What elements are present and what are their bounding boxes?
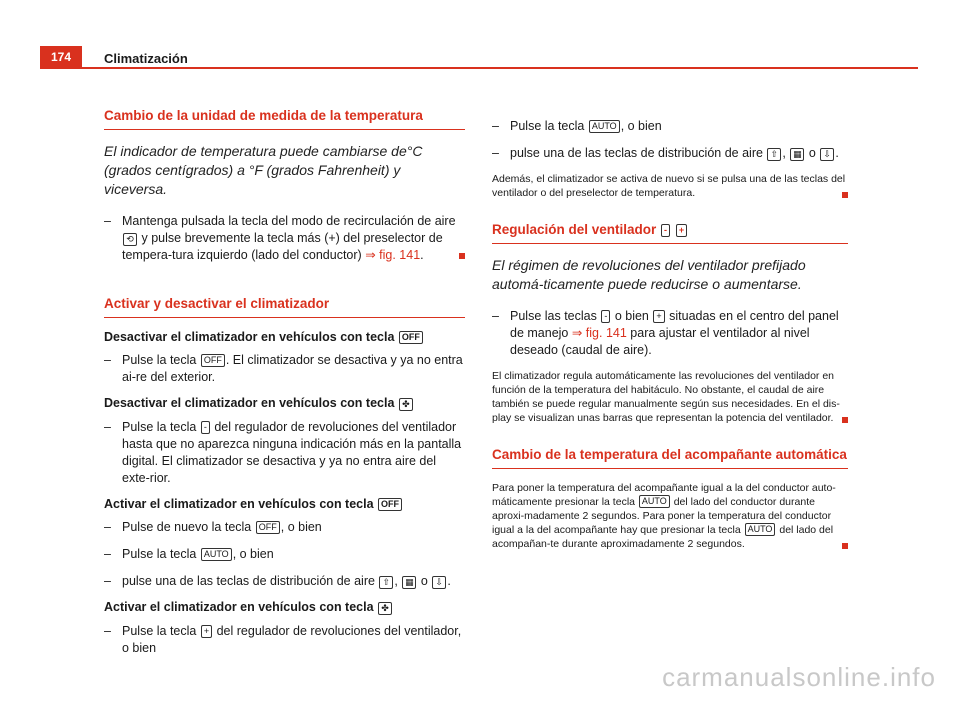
section-title-onoff: Activar y desactivar el climatizador — [104, 296, 465, 318]
auto-key: AUTO — [201, 548, 232, 561]
figure-ref[interactable]: ⇒ fig. 141 — [571, 326, 627, 340]
fan-icon: ✤ — [399, 398, 413, 411]
section-end-marker — [842, 192, 848, 198]
step-on-fan: – Pulse la tecla + del regulador de revoluciones del ventilador, o bien — [104, 624, 462, 655]
note-fan: El climatizador regula automáticamente las revoluciones del ventilador en función de la temperatura del habitáculo. No obstante, el caudal de aire también se puede regular manualmente según sus necesidades. En el dis-play se visualizan unas barras que representan la potencia del ventilador. — [492, 369, 848, 425]
section-title-passenger: Cambio de la temperatura del acompañante automática — [492, 447, 848, 469]
air-distribution-down-icon: ⇩ — [432, 576, 446, 589]
step-on-1: – Pulse de nuevo la tecla OFF , o bien — [104, 520, 322, 534]
step-on-2: – Pulse la tecla AUTO , o bien — [104, 547, 274, 561]
air-distribution-down-icon: ⇩ — [820, 148, 834, 161]
paragraph-passenger: Para poner la temperatura del acompañante igual a la del conductor auto-máticamente presionar la tecla AUTO del lado del conductor durante aproxi-madamente 2 segundos. Para poner la temperatura del conductor igual a la del acompañante hay que presionar la tecla AUTO del lado del acompañan-te durante aproximadamente 2 segundos. — [492, 481, 848, 551]
right-column — [492, 108, 848, 559]
section-end-marker — [459, 253, 465, 259]
minus-key: - — [661, 224, 670, 237]
air-distribution-up-icon: ⇧ — [767, 148, 781, 161]
section-intro-unit: El indicador de temperatura puede cambiarse de°C (grados centígrados) a °F (grados Fahrenheit) y viceversa. — [104, 143, 423, 197]
auto-key: AUTO — [745, 523, 776, 536]
auto-key: AUTO — [639, 495, 670, 508]
subhead-off-fankey: Desactivar el climatizador en vehículos con tecla ✤ — [104, 396, 465, 411]
section-title-fan: Regulación del ventilador - + — [492, 222, 848, 244]
step-fan: – Pulse las teclas - o bien + situadas en el centro del panel de manejo ⇒ fig. 141 para ajustar el ventilador al nivel deseado (caudal de aire). — [492, 309, 839, 357]
section-title-unit: Cambio de la unidad de medida de la temperatura — [104, 108, 465, 130]
section-intro-fan: El régimen de revoluciones del ventilador prefijado automá-ticamente puede reducirse o aumentarse. — [492, 257, 806, 292]
subhead-off-offkey: Desactivar el climatizador en vehículos con tecla OFF — [104, 330, 465, 344]
step-right-2: – pulse una de las teclas de distribución de aire ⇧ , ▦ o ⇩ . — [492, 146, 839, 160]
off-key: OFF — [256, 521, 280, 534]
recirculation-icon: ⟲ — [123, 233, 137, 246]
subhead-on-fankey: Activar el climatizador en vehículos con tecla ✤ — [104, 600, 465, 615]
step-right-1: – Pulse la tecla AUTO , o bien — [492, 119, 662, 133]
step-off-fankey: – Pulse la tecla - del regulador de revoluciones del ventilador hasta que no aparezca ninguna indicación más en la pantalla digital. El climatizador se desactiva y ya no entra aire del exte-rior. — [104, 420, 462, 485]
off-key: OFF — [399, 331, 423, 344]
windshield-icon: ▦ — [402, 576, 416, 589]
running-title: Climatización — [104, 51, 188, 66]
auto-key: AUTO — [589, 120, 620, 133]
page-number: 174 — [40, 46, 82, 68]
fan-icon: ✤ — [378, 602, 392, 615]
left-column — [104, 108, 465, 667]
plus-key: + — [653, 310, 664, 323]
windshield-icon: ▦ — [790, 148, 804, 161]
step-unit: – Mantenga pulsada la tecla del modo de recirculación de aire ⟲ y pulse brevemente la tecla más (+) del preselector de tempera-tura izquierdo (lado del conductor) ⇒ fig. 141. — [104, 213, 465, 264]
figure-ref[interactable]: ⇒ fig. 141 — [365, 248, 421, 262]
step-on-3: – pulse una de las teclas de distribución de aire ⇧ , ▦ o ⇩ . — [104, 574, 451, 588]
plus-key: + — [676, 224, 687, 237]
minus-key: - — [601, 310, 610, 323]
minus-key: - — [201, 421, 210, 434]
section-end-marker — [842, 543, 848, 549]
plus-key: + — [201, 625, 212, 638]
off-key: OFF — [378, 498, 402, 511]
subhead-on-offkey: Activar el climatizador en vehículos con tecla OFF — [104, 497, 465, 511]
watermark: carmanualsonline.info — [662, 662, 936, 692]
note-reactivate: Además, el climatizador se activa de nuevo si se pulsa una de las teclas del ventilador o del preselector de temperatura. — [492, 172, 848, 200]
off-key: OFF — [201, 354, 225, 367]
step-off-offkey: – Pulse la tecla OFF . El climatizador se desactiva y ya no entra ai-re del exterior. — [104, 353, 463, 384]
header-rule — [40, 67, 918, 69]
section-end-marker — [842, 417, 848, 423]
air-distribution-up-icon: ⇧ — [379, 576, 393, 589]
